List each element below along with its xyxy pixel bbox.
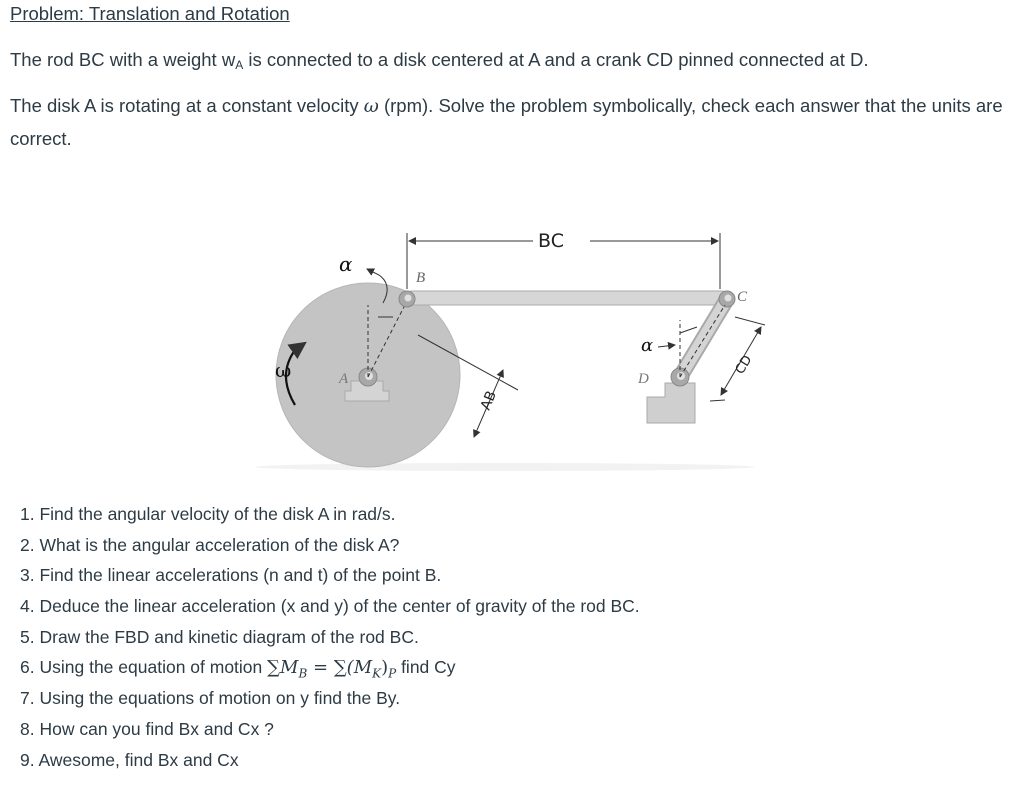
label-omega: ω: [275, 358, 292, 382]
question-text: Using the equation of motion: [39, 657, 263, 678]
pin-c-highlight: [725, 295, 732, 302]
question-item: [20, 622, 640, 653]
question-text-tail: find Cy: [396, 657, 456, 678]
eq-paren-close: ): [381, 657, 389, 679]
question-text: Deduce the linear acceleration (x and y) of the center of gravity of the rod BC.: [39, 596, 640, 617]
crank-support: [647, 383, 695, 423]
eq-subscript-k: K: [372, 667, 382, 682]
cd-extension-lower: [710, 400, 725, 401]
label-c: C: [737, 289, 748, 305]
question-text: Using the equations of motion on y find the By.: [39, 688, 401, 709]
mechanism-diagram: [255, 205, 775, 485]
eq-equals: =: [307, 657, 334, 679]
problem-title: Problem: Translation and Rotation: [10, 3, 290, 24]
eq-subscript-p: P: [388, 667, 397, 682]
problem-instructions: [10, 90, 1020, 155]
question-number: 6.: [20, 657, 35, 678]
ground-shadow: [255, 463, 755, 471]
label-b: B: [416, 270, 426, 286]
question-number: 1.: [20, 504, 35, 524]
question-item: [20, 560, 640, 591]
label-alpha-mid: α: [641, 335, 654, 356]
question-number: 2.: [20, 534, 35, 555]
omega-symbol: ω: [363, 96, 379, 117]
description-text: The rod BC with a weight w: [10, 49, 236, 70]
label-d: D: [638, 371, 649, 387]
alpha-pointer-d: [658, 345, 675, 347]
sum-symbol-2: ∑: [333, 657, 347, 679]
angle-tick-d: [680, 327, 697, 333]
eq-subscript-b: B: [298, 667, 308, 682]
question-text: Find the linear accelerations (n and t) of the point B.: [39, 565, 442, 586]
crank-cd-face: [680, 299, 727, 377]
question-text: Find the angular velocity of the disk A in rad/s.: [39, 504, 396, 524]
question-number: 3.: [20, 565, 35, 586]
question-list: [20, 499, 640, 775]
question-text: What is the angular acceleration of the disk A?: [39, 534, 400, 555]
question-text: Draw the FBD and kinetic diagram of the rod BC.: [39, 626, 419, 647]
mechanism-figure: [255, 205, 775, 485]
label-alpha-top: α: [339, 252, 353, 276]
description-text-end: is connected to a disk centered at A and a crank CD pinned connected at D.: [243, 49, 869, 70]
instructions-text: The disk A is rotating at a constant velocity: [10, 95, 364, 116]
question-number: 8.: [20, 718, 35, 739]
eq-moment-k: (M: [346, 657, 373, 679]
question-item: [20, 683, 640, 714]
label-bc: BC: [538, 230, 564, 252]
question-item: [20, 530, 640, 561]
cd-extension-upper: [735, 317, 765, 325]
question-number: 5.: [20, 626, 35, 647]
instructions-text-end: (rpm). Solve the problem symbolically, check each answer that the units are correct.: [10, 95, 1003, 149]
question-item: [20, 591, 640, 622]
pin-b-highlight: [405, 295, 412, 302]
weight-subscript: A: [235, 58, 244, 72]
label-cd: CD: [732, 352, 756, 378]
rod-bc: [407, 291, 727, 305]
question-item: [20, 745, 640, 776]
eq-moment-b: M: [280, 657, 299, 679]
problem-description: [10, 44, 868, 81]
question-item: [20, 652, 640, 683]
question-item: [20, 714, 640, 745]
label-ab: AB: [477, 388, 500, 413]
question-number: 7.: [20, 688, 35, 709]
sum-symbol: ∑: [267, 657, 281, 679]
label-a: A: [339, 371, 349, 387]
question-item: [20, 499, 640, 530]
question-text: Awesome, find Bx and Cx: [38, 749, 239, 770]
question-text: How can you find Bx and Cx ?: [39, 718, 274, 739]
question-number: 9.: [20, 749, 35, 770]
moment-equation: [267, 657, 397, 682]
question-number: 4.: [20, 596, 35, 617]
